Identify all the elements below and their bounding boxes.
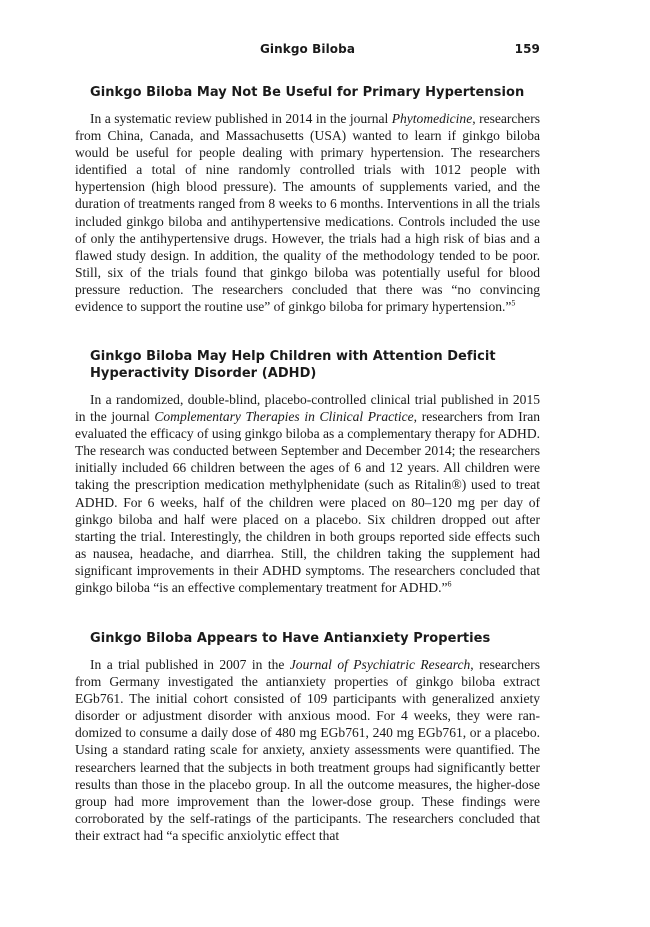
- section-heading: Ginkgo Biloba Appears to Have Antianxiety Properties: [90, 631, 491, 646]
- body-paragraph: In a trial published in 2007 in the Journal of Psychiatric Research, researchers from Germany investigated the antianxiety properties of ginkgo biloba extract EGb761. The initial cohort consisted of 109 participants with generalized anxiety disorder or adjustment disorder with anxious mood. For 4 weeks, they were randomized to consume a daily dose of 480 mg EGb761, 240 mg EGb761, or a placebo. Using a standard rating scale for anxiety, anxiety assessments were quantified. The researchers learned that the subjects in both treatment groups had significantly better results than those in the placebo group. In all the outcome measures, the higher-dose group had more improvement than the lower-dose group. These findings were corroborated by the self-ratings of the participants. The researchers concluded that their extract had “a specific anxiolytic effect that: [75, 657, 540, 843]
- journal-title: Complementary Therapies in Clinical Practice: [154, 409, 414, 425]
- endnote-ref: 5: [511, 298, 516, 308]
- running-header: [75, 42, 540, 60]
- section-hypertension: [75, 84, 540, 315]
- journal-title: Phytomedicine: [391, 111, 473, 126]
- section-heading: Ginkgo Biloba May Help Children with Attention Deficit Hyperactivity Disorder (ADHD): [90, 349, 496, 381]
- page-number: 159: [514, 42, 540, 56]
- running-title: Ginkgo Biloba: [259, 42, 356, 56]
- endnote-ref: 6: [447, 579, 452, 589]
- book-page: [75, 0, 540, 927]
- section-antianxiety: [75, 630, 540, 844]
- section-heading: Ginkgo Biloba May Not Be Useful for Primary Hypertension: [90, 85, 525, 100]
- journal-title: Journal of Psychiatric Research: [289, 657, 471, 672]
- body-paragraph: In a randomized, double-blind, placebo-controlled clinical trial published in 2015 in the journal Complementary Therapies in Clinical Practice, researchers from Iran evaluated the efficacy of using ginkgo biloba as a complementary therapy for ADHD. The research was conducted between September and December 2014; the researchers initially included 66 children between the ages of 6 and 12 years. All children were taking the prescription medication methylphenidate (such as Ritalin®) used to treat ADHD. For 6 weeks, half of the children were placed on 80–120 mg per day of ginkgo biloba and half were placed on a placebo. Six children dropped out after starting the trial. Interestingly, the children in both groups reported side effects such as nausea, headache, and diarrhea. Still, the children taking the supplement had significant improvements in their ADHD symptoms. The researchers concluded that ginkgo biloba “is an effective complementary treatment for ADHD.”$^6$: [75, 392, 541, 596]
- section-adhd: [75, 348, 540, 596]
- body-paragraph: In a systematic review published in 2014 in the journal Phytomedicine, researchers from China, Canada, and Massachusetts (USA) wanted to learn if ginkgo biloba would be useful for people dealing with primary hypertension. The researchers identified a total of nine randomly controlled trials with 1012 people with hypertension (high blood pressure). The amounts of supplements varied, and the duration of treatments ranged from 8 weeks to 6 months. Interventions in all the trials included ginkgo biloba and antihypertensive medications. Controls included the use of only the antihypertensive drugs. However, the trials had a high risk of bias and a flawed study design. In addition, the quality of the methodology tended to be poor. Still, six of the trials found that ginkgo biloba was potentially useful for blood pressure reduction. The researchers concluded that there was “no convincing evidence to support the routine use” of ginkgo biloba for primary hypertension.”$^5$: [75, 111, 540, 315]
